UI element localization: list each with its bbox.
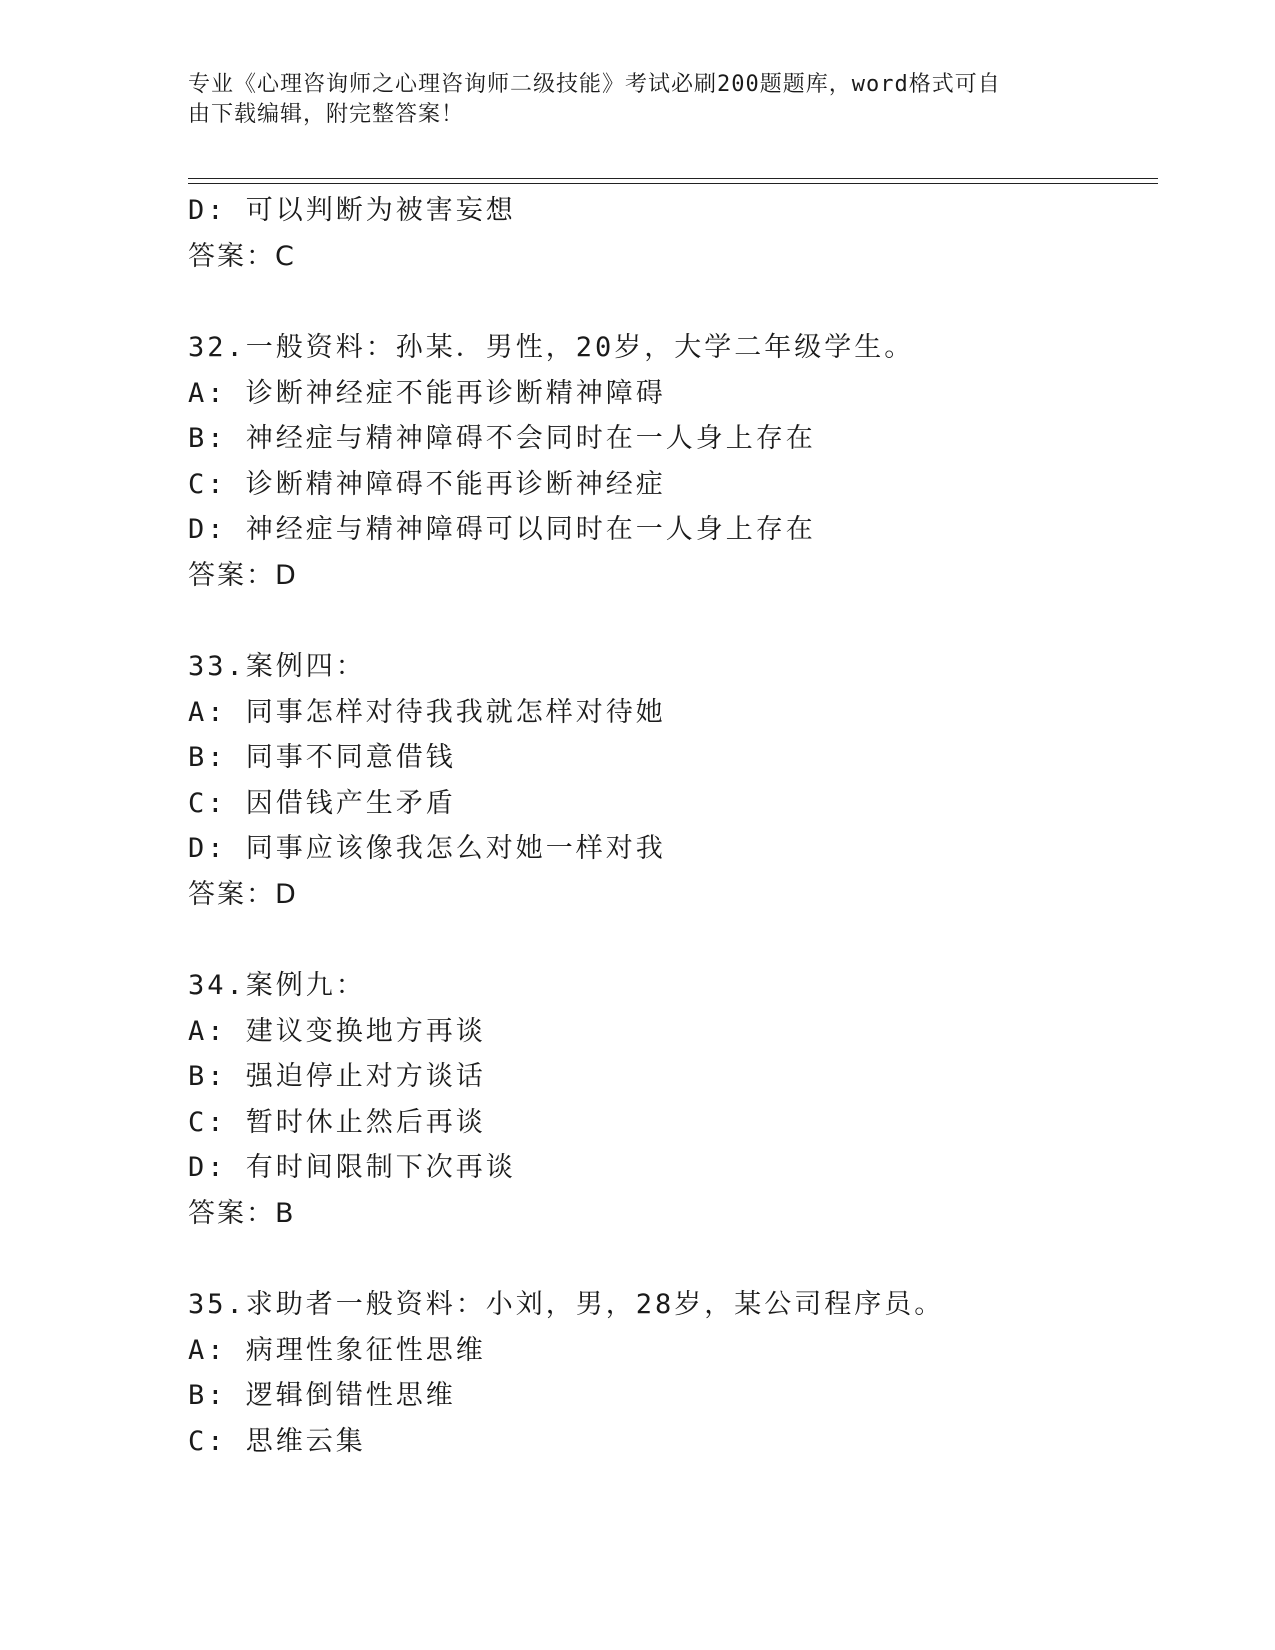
document-header [188, 70, 1068, 130]
header-rule-top [188, 178, 1158, 179]
option-d: D: 有时间限制下次再谈 [188, 1152, 516, 1183]
option-c: C: 诊断精神障碍不能再诊断神经症 [188, 468, 666, 500]
spacer [188, 598, 1158, 644]
header-line-2: 由下载编辑，附完整答案！ [188, 102, 465, 127]
header-rule-bottom [188, 183, 1158, 184]
question-stem: 35.求助者一般资料：小刘，男，28岁，某公司程序员。 [188, 1289, 945, 1320]
option-c: C: 因借钱产生矛盾 [188, 787, 456, 819]
option-b: B: 逻辑倒错性思维 [188, 1380, 456, 1411]
option-b: B: 同事不同意借钱 [188, 742, 456, 773]
option-c: C: 思维云集 [188, 1425, 366, 1457]
option-d: D: 可以判断为被害妄想 [188, 195, 516, 226]
option-a: A: 建议变换地方再谈 [188, 1015, 486, 1047]
option-b: B: 神经症与精神障碍不会同时在一人身上存在 [188, 423, 816, 454]
answer: 答案：D [188, 878, 298, 910]
answer: 答案：C [188, 240, 296, 272]
question-stem: 34.案例九： [188, 970, 366, 1001]
spacer [188, 1236, 1158, 1282]
answer: 答案：D [188, 559, 298, 591]
option-a: A: 病理性象征性思维 [188, 1334, 486, 1366]
option-d: D: 同事应该像我怎么对她一样对我 [188, 833, 666, 864]
question-list [188, 188, 1158, 1464]
option-d: D: 神经症与精神障碍可以同时在一人身上存在 [188, 514, 816, 545]
option-b: B: 强迫停止对方谈话 [188, 1061, 486, 1092]
option-c: C: 暂时休止然后再谈 [188, 1106, 486, 1138]
question-stem: 32.一般资料：孙某．男性，20岁，大学二年级学生。 [188, 332, 915, 363]
spacer [188, 279, 1158, 325]
question-stem: 33.案例四： [188, 651, 366, 682]
header-line-1: 专业《心理咨询师之心理咨询师二级技能》考试必刷200题题库，word格式可自 [188, 72, 1001, 97]
answer: 答案：B [188, 1197, 296, 1229]
spacer [188, 917, 1158, 963]
option-a: A: 同事怎样对待我我就怎样对待她 [188, 696, 666, 728]
option-a: A: 诊断神经症不能再诊断精神障碍 [188, 377, 666, 409]
